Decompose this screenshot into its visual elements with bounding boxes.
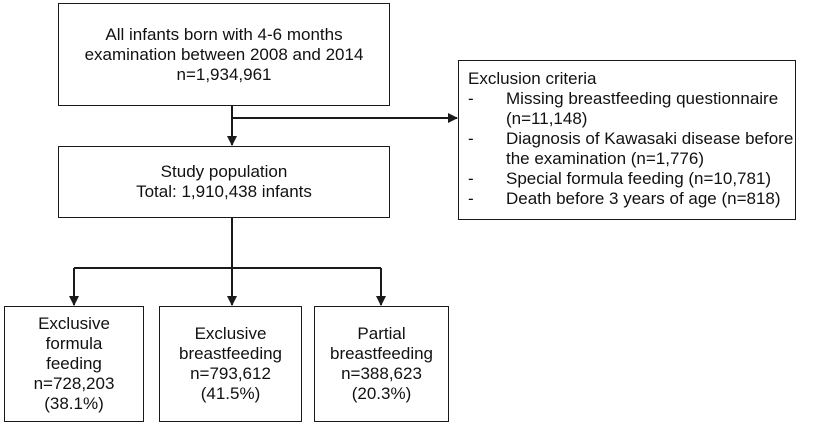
exclusion-item-text: Special formula feeding (n=10,781) <box>506 169 772 188</box>
exclusive-formula-feeding-box <box>4 306 144 422</box>
group-count: n=728,203 <box>33 374 115 393</box>
group-label: breastfeeding <box>329 344 434 363</box>
exclusion-item-text: Death before 3 years of age (n=818) <box>506 189 781 208</box>
group-count: n=388,623 <box>341 364 422 383</box>
exclusion-item-death <box>468 189 795 209</box>
exclusion-criteria-title: Exclusion criteria <box>468 69 597 88</box>
exclusion-item-missing-questionnaire <box>468 89 795 129</box>
group-percent: (38.1%) <box>44 394 104 413</box>
exclusive-breastfeeding-box <box>159 306 302 422</box>
group-label: breastfeeding <box>178 344 283 363</box>
exclusion-item-kawasaki <box>468 129 795 169</box>
list-dash: - <box>468 89 474 108</box>
exclusion-criteria-box <box>458 60 796 220</box>
group-label: Exclusive <box>194 324 267 343</box>
group-label: formula <box>45 334 103 353</box>
exclusion-item-count: (n=11,148) <box>506 109 588 128</box>
list-dash: - <box>468 189 474 208</box>
study-population-total: Total: 1,910,438 infants <box>136 182 312 201</box>
all-infants-count: n=1,934,961 <box>176 64 272 84</box>
group-label: Exclusive <box>38 314 110 333</box>
exclusion-item-text: Diagnosis of Kawasaki disease before <box>506 129 794 148</box>
study-population-box <box>58 146 390 218</box>
group-label: feeding <box>46 354 102 373</box>
group-label: Partial <box>357 324 406 343</box>
group-count: n=793,612 <box>190 364 271 383</box>
all-infants-line1: All infants born with 4-6 months <box>105 24 343 44</box>
exclusion-item-special-formula <box>468 169 795 189</box>
group-percent: (41.5%) <box>200 384 261 403</box>
study-population-title: Study population <box>160 162 288 181</box>
exclusion-item-text: Missing breastfeeding questionnaire <box>506 89 779 108</box>
all-infants-line2: examination between 2008 and 2014 <box>84 44 364 64</box>
list-dash: - <box>468 169 474 188</box>
list-dash: - <box>468 129 474 148</box>
exclusion-item-count: the examination (n=1,776) <box>506 149 704 168</box>
all-infants-box <box>58 3 390 106</box>
partial-breastfeeding-box <box>314 306 449 422</box>
group-percent: (20.3%) <box>351 384 412 403</box>
